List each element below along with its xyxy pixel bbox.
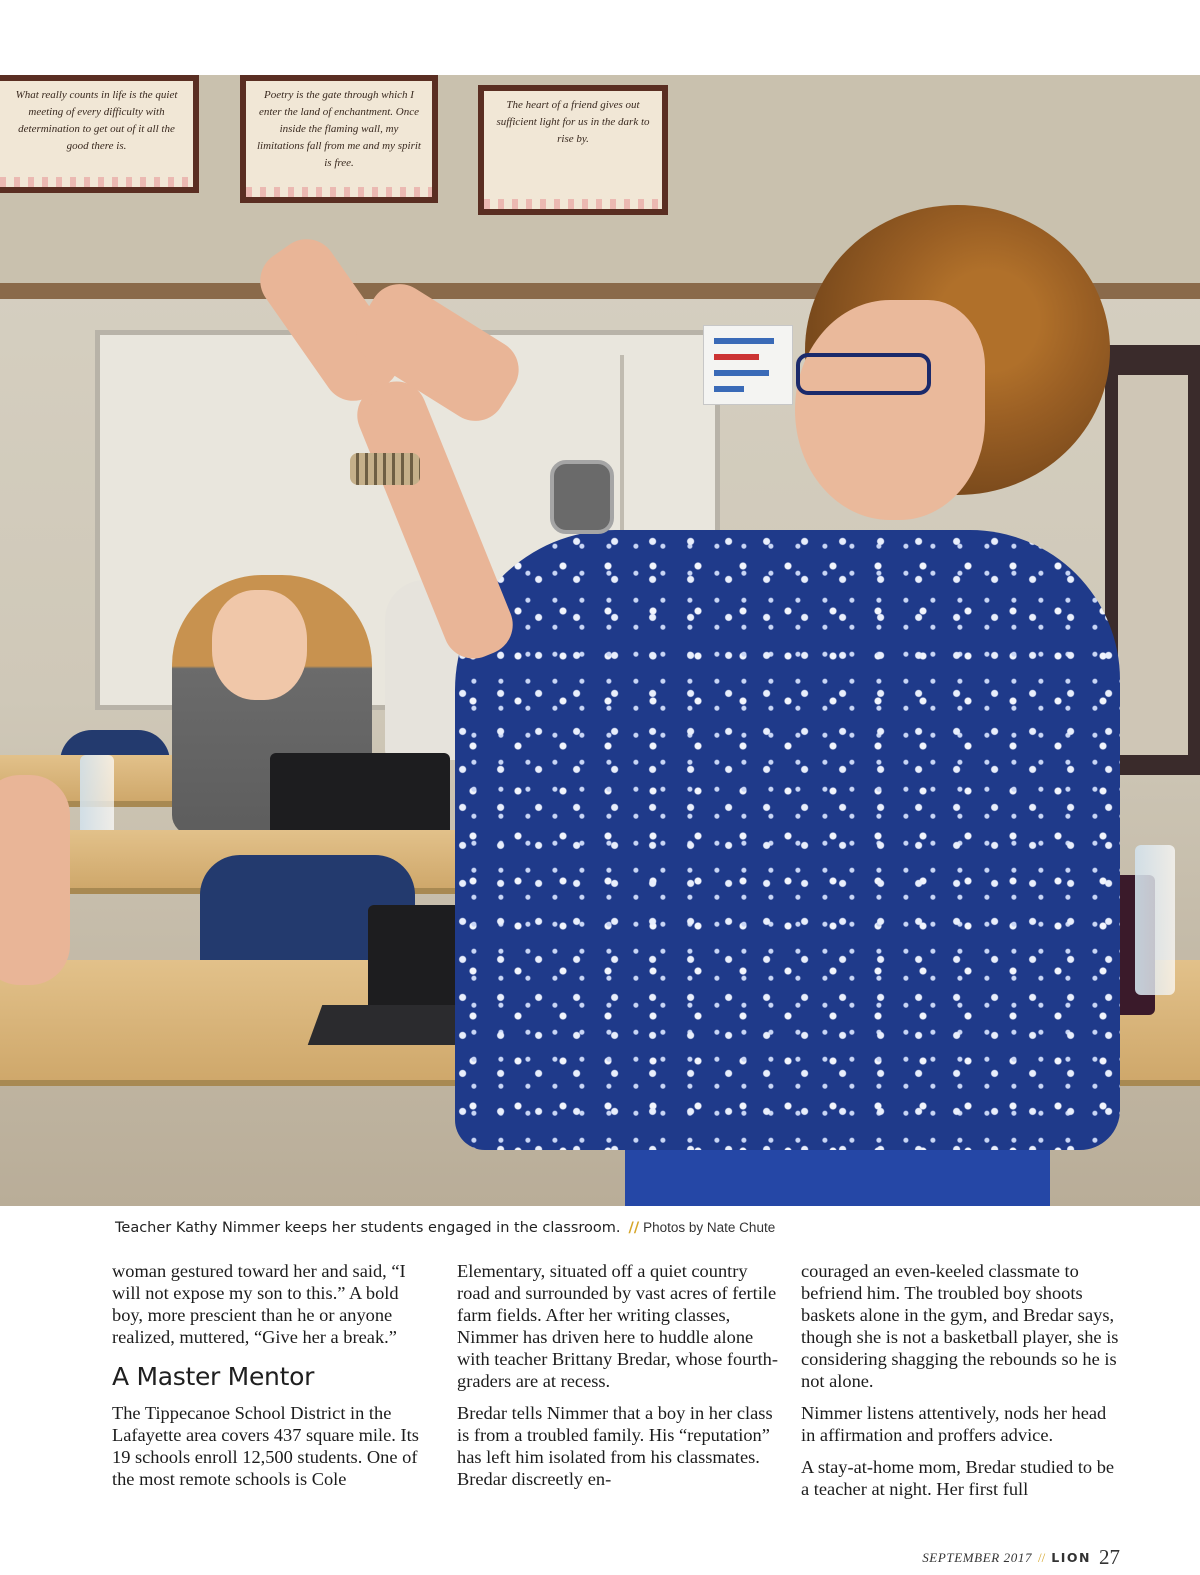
column-3 [801,1260,1123,1510]
bracelet [350,453,420,485]
magazine-name: LION [1051,1550,1091,1565]
wall-chart [703,325,793,405]
teacher-blouse [455,530,1120,1150]
page-footer [922,1543,1120,1568]
student-face [212,590,307,700]
issue-date: SEPTEMBER 2017 [922,1550,1033,1565]
teacher-glasses [796,353,931,395]
bulletin-board-paper [1118,375,1188,755]
paragraph: couraged an even-keeled classmate to befriend him. The troubled boy shoots baskets alone in the gym, and Bredar says, though she is not a basketball player, she is considering shagging the rebounds so he is not alone. [801,1261,1119,1391]
poster-2: Poetry is the gate through which I enter the land of enchantment. Once inside the flaming wall, my limitations fall from me and my spirit is free. [240,75,438,203]
wristwatch [550,460,614,534]
paragraph: Bredar tells Nimmer that a boy in her class is from a troubled family. His “reputation” has left him isolated from his classmates. Bredar discreetly en- [457,1403,773,1489]
student-hand [0,775,70,985]
paragraph: Elementary, situated off a quiet country road and surrounded by vast acres of fertile farm fields. After her writing classes, Nimmer has driven here to huddle alone with teacher Brittany Bredar, whose fourth-graders are at recess. [457,1261,778,1391]
paragraph: Nimmer listens attentively, nods her head in affirmation and proffers advice. [801,1403,1107,1445]
poster-3: The heart of a friend gives out sufficient light for us in the dark to rise by. [478,85,668,215]
page-number: 27 [1099,1545,1120,1569]
caption-separator: // [628,1220,640,1236]
paragraph: A stay-at-home mom, Bredar studied to be a teacher at night. Her first full [801,1457,1115,1499]
section-heading: A Master Mentor [112,1362,315,1391]
photo-credit: Photos by Nate Chute [643,1220,776,1235]
column-2 [457,1260,779,1500]
classroom-photo [0,75,1200,1206]
teacher-face [795,300,985,520]
poster-1: What really counts in life is the quiet meeting of every difficulty with determination to get out of it all the good there is. [0,75,199,193]
caption-text: Teacher Kathy Nimmer keeps her students engaged in the classroom. [115,1220,621,1236]
paragraph: woman gestured toward her and said, “I will not expose my son to this.” A bold boy, more prescient than he or anyone realized, muttered, “Give her a break.” [112,1261,406,1347]
photo-caption [115,1220,775,1236]
footer-separator: // [1038,1550,1046,1565]
column-1 [112,1260,434,1500]
paragraph: The Tippecanoe School District in the Lafayette area covers 437 square mile. Its 19 schools enroll 12,500 students. One of the most remote schools is Cole [112,1403,419,1489]
water-bottle-right [1135,845,1175,995]
